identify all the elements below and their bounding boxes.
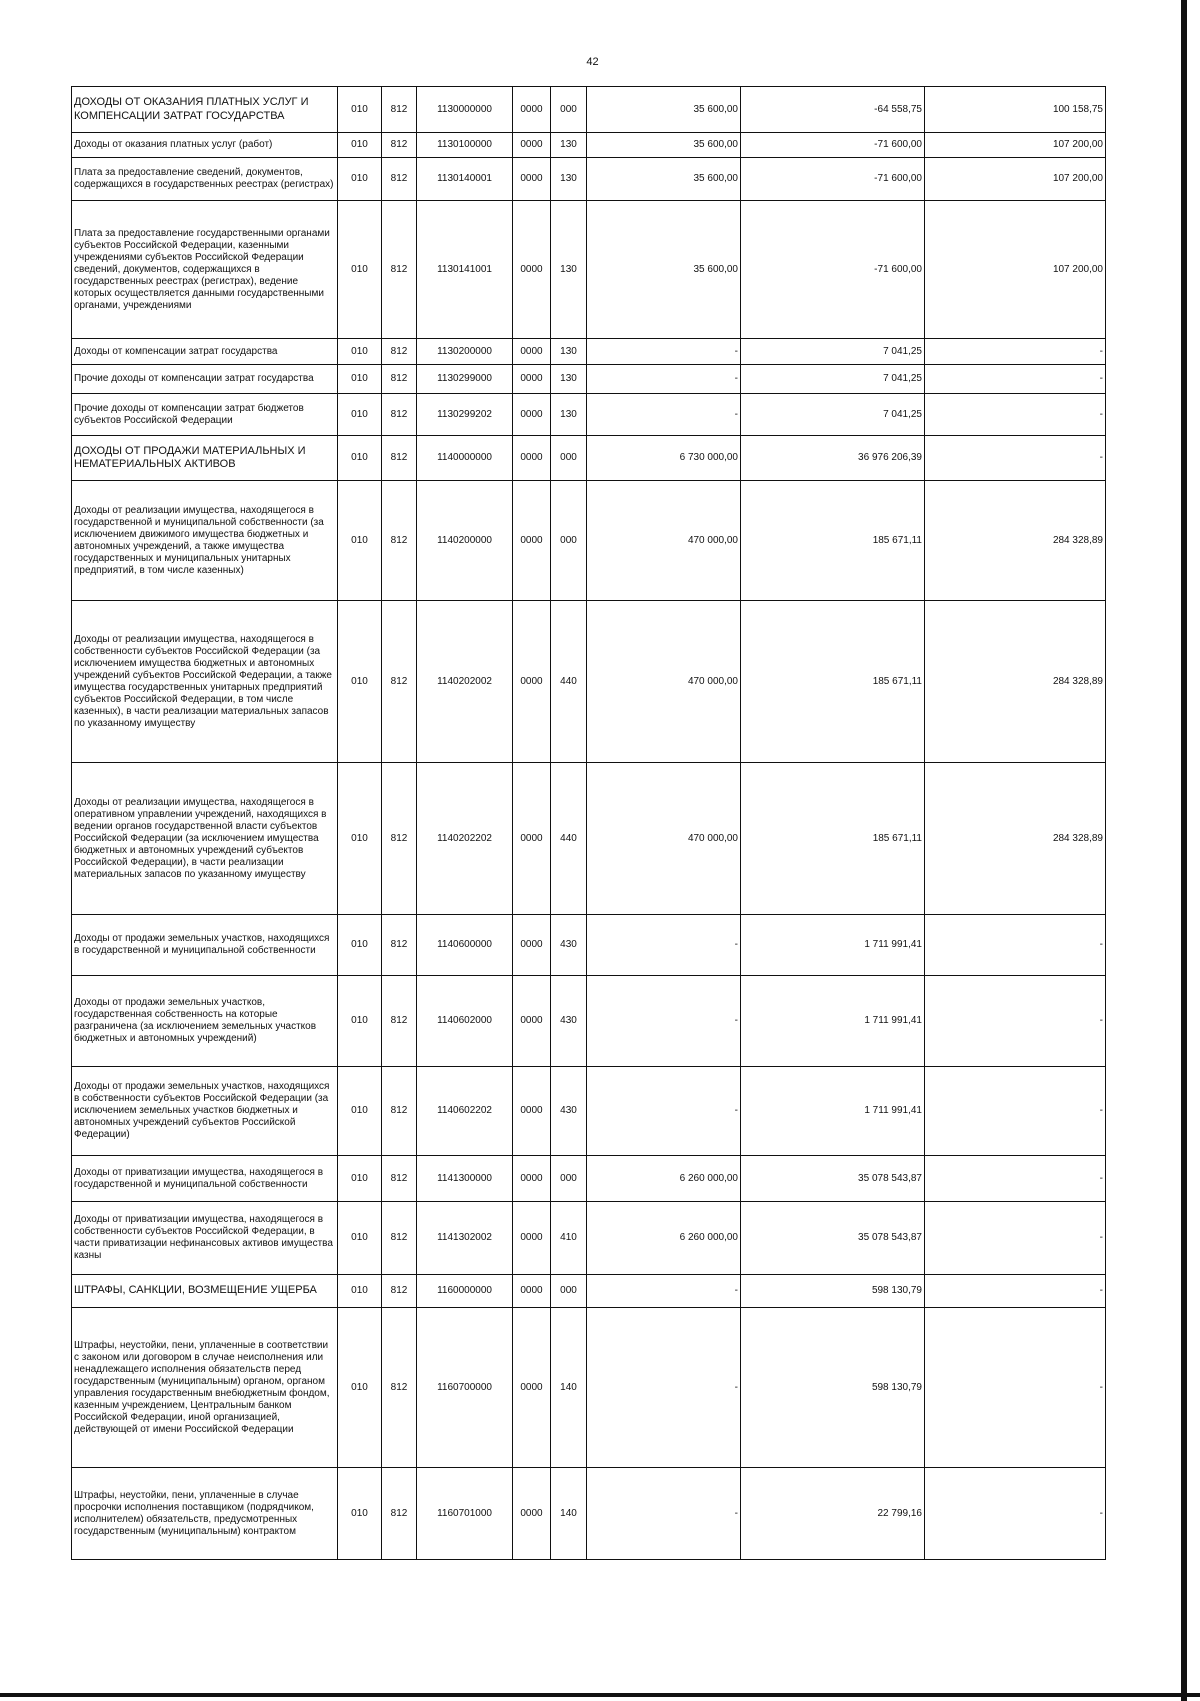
admin-code: 010: [338, 601, 382, 763]
table-row: [72, 976, 1106, 1067]
row-name: Штрафы, неустойки, пени, уплаченные в соответствии с законом или договором в случае неисполнения или ненадлежащего исполнения обязательств перед государственным (муниципальным) органом, органом управления государственным внебюджетным фондом, казенным учреждением, Центральным банком Российской Федерации, иной организацией, действующей от имени Российской Федерации: [72, 1308, 338, 1468]
row-name: Доходы от продажи земельных участков, находящихся в государственной и муниципальной собственности: [72, 915, 338, 976]
program-code: 0000: [513, 201, 551, 339]
remaining-amount: -: [925, 915, 1106, 976]
executed-amount: -64 558,75: [741, 87, 925, 133]
page-number: 42: [586, 56, 599, 68]
remaining-amount: 284 328,89: [925, 763, 1106, 915]
kosgu-code: 140: [551, 1308, 587, 1468]
remaining-amount: -: [925, 365, 1106, 394]
program-code: 0000: [513, 394, 551, 436]
admin-code: 010: [338, 133, 382, 158]
kosgu-code: 130: [551, 339, 587, 365]
table-row: [72, 763, 1106, 915]
kosgu-code: 430: [551, 915, 587, 976]
chapter-code: 812: [382, 158, 417, 201]
remaining-amount: -: [925, 976, 1106, 1067]
kosgu-code: 130: [551, 158, 587, 201]
kosgu-code: 130: [551, 133, 587, 158]
table-row: [72, 158, 1106, 201]
kosgu-code: 130: [551, 201, 587, 339]
revenue-table: [71, 86, 1106, 1560]
table-row: [72, 339, 1106, 365]
chapter-code: 812: [382, 201, 417, 339]
approved-amount: 35 600,00: [587, 87, 741, 133]
chapter-code: 812: [382, 436, 417, 481]
scan-right-border: [1181, 0, 1187, 1701]
revenue-code: 1130140001: [417, 158, 513, 201]
row-name: Доходы от продажи земельных участков, государственная собственность на которые разграничена (за исключением земельных участков бюджетных и автономных учреждений): [72, 976, 338, 1067]
admin-code: 010: [338, 394, 382, 436]
chapter-code: 812: [382, 601, 417, 763]
revenue-code: 1160701000: [417, 1468, 513, 1560]
kosgu-code: 440: [551, 601, 587, 763]
program-code: 0000: [513, 158, 551, 201]
remaining-amount: -: [925, 1308, 1106, 1468]
revenue-code: 1130100000: [417, 133, 513, 158]
admin-code: 010: [338, 1275, 382, 1308]
table-row: [72, 1156, 1106, 1202]
program-code: 0000: [513, 1275, 551, 1308]
remaining-amount: 100 158,75: [925, 87, 1106, 133]
table-row: [72, 1067, 1106, 1156]
admin-code: 010: [338, 436, 382, 481]
kosgu-code: 000: [551, 1156, 587, 1202]
table-row: [72, 201, 1106, 339]
row-name: Доходы от реализации имущества, находящегося в собственности субъектов Российской Федерации (за исключением имущества бюджетных и автономных учреждений субъектов Российской Федерации, а также имущества государственных унитарных предприятий субъектов Российской Федерации, в том числе казенных), в части реализации материальных запасов по указанному имуществу: [72, 601, 338, 763]
program-code: 0000: [513, 133, 551, 158]
approved-amount: -: [587, 339, 741, 365]
scan-bottom-border: [0, 1693, 1200, 1697]
table-row: [72, 87, 1106, 133]
kosgu-code: 000: [551, 481, 587, 601]
row-name: Доходы от оказания платных услуг (работ): [72, 133, 338, 158]
program-code: 0000: [513, 339, 551, 365]
remaining-amount: -: [925, 394, 1106, 436]
chapter-code: 812: [382, 1275, 417, 1308]
program-code: 0000: [513, 601, 551, 763]
table-row: [72, 365, 1106, 394]
executed-amount: 35 078 543,87: [741, 1156, 925, 1202]
kosgu-code: 430: [551, 1067, 587, 1156]
table-row: [72, 1308, 1106, 1468]
kosgu-code: 140: [551, 1468, 587, 1560]
admin-code: 010: [338, 1468, 382, 1560]
approved-amount: 6 260 000,00: [587, 1202, 741, 1275]
kosgu-code: 130: [551, 394, 587, 436]
row-name: Штрафы, неустойки, пени, уплаченные в случае просрочки исполнения поставщиком (подрядчиком, исполнителем) обязательств, предусмотренных государственным (муниципальным) контрактом: [72, 1468, 338, 1560]
approved-amount: 35 600,00: [587, 133, 741, 158]
chapter-code: 812: [382, 133, 417, 158]
chapter-code: 812: [382, 365, 417, 394]
kosgu-code: 000: [551, 436, 587, 481]
row-name: Плата за предоставление государственными органами субъектов Российской Федерации, казенными учреждениями субъектов Российской Федерации сведений, документов, содержащихся в государственных реестрах (регистрах), ведение которых осуществляется данными государственными органами, учреждениями: [72, 201, 338, 339]
executed-amount: 1 711 991,41: [741, 976, 925, 1067]
executed-amount: 7 041,25: [741, 365, 925, 394]
kosgu-code: 410: [551, 1202, 587, 1275]
executed-amount: 7 041,25: [741, 339, 925, 365]
approved-amount: 470 000,00: [587, 763, 741, 915]
approved-amount: -: [587, 976, 741, 1067]
chapter-code: 812: [382, 339, 417, 365]
admin-code: 010: [338, 201, 382, 339]
revenue-code: 1140602000: [417, 976, 513, 1067]
executed-amount: -71 600,00: [741, 158, 925, 201]
remaining-amount: 107 200,00: [925, 133, 1106, 158]
remaining-amount: -: [925, 1275, 1106, 1308]
row-name: ШТРАФЫ, САНКЦИИ, ВОЗМЕЩЕНИЕ УЩЕРБА: [72, 1275, 338, 1308]
chapter-code: 812: [382, 763, 417, 915]
revenue-code: 1140000000: [417, 436, 513, 481]
chapter-code: 812: [382, 976, 417, 1067]
chapter-code: 812: [382, 1202, 417, 1275]
kosgu-code: 440: [551, 763, 587, 915]
executed-amount: 185 671,11: [741, 601, 925, 763]
kosgu-code: 130: [551, 365, 587, 394]
executed-amount: -71 600,00: [741, 133, 925, 158]
executed-amount: 1 711 991,41: [741, 915, 925, 976]
approved-amount: -: [587, 1308, 741, 1468]
program-code: 0000: [513, 976, 551, 1067]
chapter-code: 812: [382, 1308, 417, 1468]
approved-amount: -: [587, 1067, 741, 1156]
remaining-amount: -: [925, 1468, 1106, 1560]
admin-code: 010: [338, 1067, 382, 1156]
approved-amount: 35 600,00: [587, 201, 741, 339]
row-name: Доходы от приватизации имущества, находящегося в собственности субъектов Российской Федерации, в части приватизации нефинансовых активов имущества казны: [72, 1202, 338, 1275]
executed-amount: 36 976 206,39: [741, 436, 925, 481]
admin-code: 010: [338, 763, 382, 915]
revenue-code: 1130200000: [417, 339, 513, 365]
table-row: [72, 481, 1106, 601]
remaining-amount: 107 200,00: [925, 201, 1106, 339]
row-name: Плата за предоставление сведений, документов, содержащихся в государственных реестрах (регистрах): [72, 158, 338, 201]
admin-code: 010: [338, 365, 382, 394]
executed-amount: 35 078 543,87: [741, 1202, 925, 1275]
remaining-amount: -: [925, 339, 1106, 365]
admin-code: 010: [338, 1308, 382, 1468]
row-name: Доходы от приватизации имущества, находящегося в государственной и муниципальной собственности: [72, 1156, 338, 1202]
revenue-code: 1130299000: [417, 365, 513, 394]
program-code: 0000: [513, 1202, 551, 1275]
program-code: 0000: [513, 365, 551, 394]
approved-amount: 6 260 000,00: [587, 1156, 741, 1202]
table-row: [72, 1202, 1106, 1275]
revenue-code: 1141302002: [417, 1202, 513, 1275]
approved-amount: -: [587, 394, 741, 436]
approved-amount: -: [587, 1275, 741, 1308]
row-name: Доходы от реализации имущества, находящегося в государственной и муниципальной собственности (за исключением движимого имущества бюджетных и автономных учреждений, а также имущества государственных и муниципальных унитарных предприятий, в том числе казенных): [72, 481, 338, 601]
revenue-code: 1130299202: [417, 394, 513, 436]
remaining-amount: -: [925, 1202, 1106, 1275]
chapter-code: 812: [382, 1468, 417, 1560]
admin-code: 010: [338, 976, 382, 1067]
executed-amount: 7 041,25: [741, 394, 925, 436]
executed-amount: 598 130,79: [741, 1308, 925, 1468]
executed-amount: 22 799,16: [741, 1468, 925, 1560]
program-code: 0000: [513, 915, 551, 976]
chapter-code: 812: [382, 1067, 417, 1156]
program-code: 0000: [513, 87, 551, 133]
executed-amount: 598 130,79: [741, 1275, 925, 1308]
program-code: 0000: [513, 1067, 551, 1156]
program-code: 0000: [513, 1156, 551, 1202]
kosgu-code: 000: [551, 1275, 587, 1308]
table-row: [72, 133, 1106, 158]
revenue-code: 1141300000: [417, 1156, 513, 1202]
revenue-code: 1130000000: [417, 87, 513, 133]
table-row: [72, 394, 1106, 436]
revenue-code: 1130141001: [417, 201, 513, 339]
admin-code: 010: [338, 1156, 382, 1202]
approved-amount: -: [587, 915, 741, 976]
program-code: 0000: [513, 481, 551, 601]
chapter-code: 812: [382, 1156, 417, 1202]
chapter-code: 812: [382, 915, 417, 976]
table-row: [72, 601, 1106, 763]
revenue-code: 1140200000: [417, 481, 513, 601]
row-name: Доходы от реализации имущества, находящегося в оперативном управлении учреждений, находящихся в ведении органов государственной власти субъектов Российской Федерации (за исключением имущества бюджетных и автономных учреждений субъектов Российской Федерации), в части реализации материальных запасов по указанному имуществу: [72, 763, 338, 915]
row-name: Доходы от продажи земельных участков, находящихся в собственности субъектов Российской Федерации (за исключением земельных участков бюджетных и автономных учреждений субъектов Российской Федерации): [72, 1067, 338, 1156]
executed-amount: 1 711 991,41: [741, 1067, 925, 1156]
revenue-code: 1160000000: [417, 1275, 513, 1308]
remaining-amount: 284 328,89: [925, 601, 1106, 763]
admin-code: 010: [338, 915, 382, 976]
revenue-code: 1140202002: [417, 601, 513, 763]
admin-code: 010: [338, 87, 382, 133]
remaining-amount: -: [925, 1067, 1106, 1156]
row-name: Прочие доходы от компенсации затрат бюджетов субъектов Российской Федерации: [72, 394, 338, 436]
remaining-amount: -: [925, 1156, 1106, 1202]
program-code: 0000: [513, 1468, 551, 1560]
revenue-code: 1140202202: [417, 763, 513, 915]
executed-amount: 185 671,11: [741, 481, 925, 601]
table-row: [72, 1275, 1106, 1308]
program-code: 0000: [513, 1308, 551, 1468]
row-name: Прочие доходы от компенсации затрат государства: [72, 365, 338, 394]
table-row: [72, 1468, 1106, 1560]
program-code: 0000: [513, 436, 551, 481]
chapter-code: 812: [382, 394, 417, 436]
program-code: 0000: [513, 763, 551, 915]
executed-amount: -71 600,00: [741, 201, 925, 339]
chapter-code: 812: [382, 481, 417, 601]
remaining-amount: -: [925, 436, 1106, 481]
approved-amount: 470 000,00: [587, 601, 741, 763]
approved-amount: -: [587, 1468, 741, 1560]
approved-amount: 470 000,00: [587, 481, 741, 601]
chapter-code: 812: [382, 87, 417, 133]
kosgu-code: 430: [551, 976, 587, 1067]
admin-code: 010: [338, 1202, 382, 1275]
kosgu-code: 000: [551, 87, 587, 133]
row-name: ДОХОДЫ ОТ ПРОДАЖИ МАТЕРИАЛЬНЫХ И НЕМАТЕРИАЛЬНЫХ АКТИВОВ: [72, 436, 338, 481]
table-body: [72, 87, 1106, 1560]
table-row: [72, 915, 1106, 976]
admin-code: 010: [338, 481, 382, 601]
revenue-code: 1140600000: [417, 915, 513, 976]
table-row: [72, 436, 1106, 481]
remaining-amount: 284 328,89: [925, 481, 1106, 601]
approved-amount: 6 730 000,00: [587, 436, 741, 481]
approved-amount: -: [587, 365, 741, 394]
revenue-code: 1140602202: [417, 1067, 513, 1156]
remaining-amount: 107 200,00: [925, 158, 1106, 201]
approved-amount: 35 600,00: [587, 158, 741, 201]
revenue-code: 1160700000: [417, 1308, 513, 1468]
row-name: ДОХОДЫ ОТ ОКАЗАНИЯ ПЛАТНЫХ УСЛУГ И КОМПЕНСАЦИИ ЗАТРАТ ГОСУДАРСТВА: [72, 87, 338, 133]
executed-amount: 185 671,11: [741, 763, 925, 915]
admin-code: 010: [338, 158, 382, 201]
admin-code: 010: [338, 339, 382, 365]
row-name: Доходы от компенсации затрат государства: [72, 339, 338, 365]
